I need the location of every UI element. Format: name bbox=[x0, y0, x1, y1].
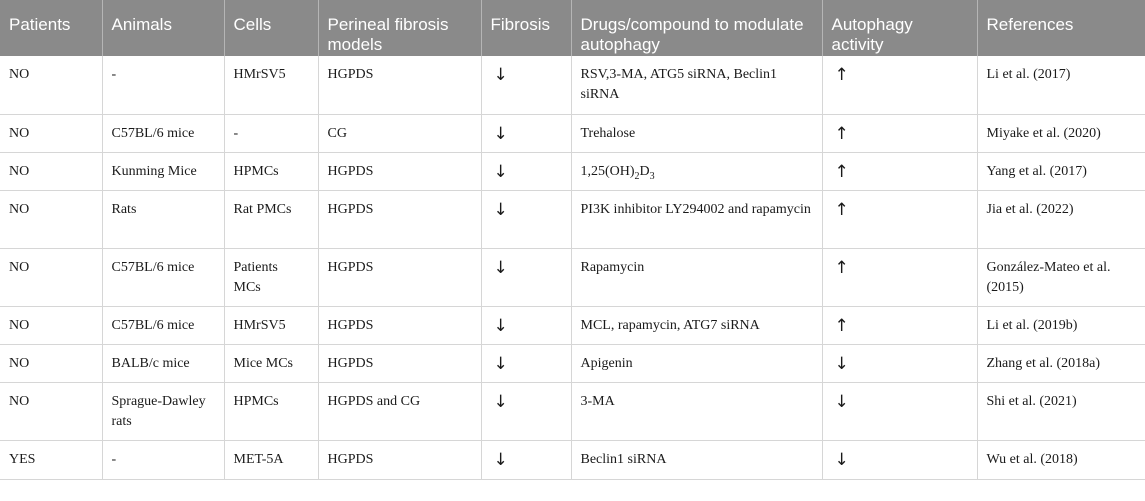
cell-reference: González-Mateo et al. (2015) bbox=[977, 248, 1145, 306]
autophagy-arrow-icon: ↓ bbox=[822, 382, 977, 440]
cell-patients: NO bbox=[0, 152, 102, 190]
cell-patients: NO bbox=[0, 56, 102, 114]
table-row bbox=[0, 248, 1145, 306]
column-header-drugs: Drugs/compound to modulate autophagy bbox=[571, 0, 822, 56]
cell-model: HGPDS and CG bbox=[318, 382, 481, 440]
cell-patients: NO bbox=[0, 190, 102, 248]
column-header-fibrosis: Fibrosis bbox=[481, 0, 571, 56]
cell-drug bbox=[571, 152, 822, 190]
cell-model: HGPDS bbox=[318, 306, 481, 344]
autophagy-arrow-icon: ↑ bbox=[822, 248, 977, 306]
fibrosis-arrow-icon: ↓ bbox=[481, 382, 571, 440]
cell-cells: Mice MCs bbox=[224, 344, 318, 382]
column-header-animals: Animals bbox=[102, 0, 224, 56]
autophagy-arrow-icon: ↑ bbox=[822, 306, 977, 344]
cell-animals: Kunming Mice bbox=[102, 152, 224, 190]
cell-drug: Beclin1 siRNA bbox=[571, 440, 822, 479]
cell-animals: C57BL/6 mice bbox=[102, 306, 224, 344]
cell-patients: YES bbox=[0, 440, 102, 479]
cell-reference: Wu et al. (2018) bbox=[977, 440, 1145, 479]
cell-reference: Li et al. (2019b) bbox=[977, 306, 1145, 344]
autophagy-arrow-icon: ↑ bbox=[822, 114, 977, 152]
cell-reference: Yang et al. (2017) bbox=[977, 152, 1145, 190]
cell-animals: - bbox=[102, 56, 224, 114]
cell-reference: Li et al. (2017) bbox=[977, 56, 1145, 114]
cell-drug: MCL, rapamycin, ATG7 siRNA bbox=[571, 306, 822, 344]
cell-cells: HPMCs bbox=[224, 382, 318, 440]
cell-cells: MET-5A bbox=[224, 440, 318, 479]
cell-reference: Shi et al. (2021) bbox=[977, 382, 1145, 440]
cell-cells: Patients MCs bbox=[224, 248, 318, 306]
fibrosis-arrow-icon: ↓ bbox=[481, 248, 571, 306]
table-row bbox=[0, 190, 1145, 248]
cell-animals: - bbox=[102, 440, 224, 479]
column-header-models: Perineal fibrosis models bbox=[318, 0, 481, 56]
column-header-patients: Patients bbox=[0, 0, 102, 56]
column-header-autophagy: Autophagy activity bbox=[822, 0, 977, 56]
autophagy-arrow-icon: ↑ bbox=[822, 56, 977, 114]
column-header-cells: Cells bbox=[224, 0, 318, 56]
cell-cells: - bbox=[224, 114, 318, 152]
fibrosis-arrow-icon: ↓ bbox=[481, 440, 571, 479]
cell-patients: NO bbox=[0, 114, 102, 152]
fibrosis-arrow-icon: ↓ bbox=[481, 56, 571, 114]
table-row bbox=[0, 382, 1145, 440]
autophagy-arrow-icon: ↑ bbox=[822, 190, 977, 248]
fibrosis-arrow-icon: ↓ bbox=[481, 306, 571, 344]
cell-model: CG bbox=[318, 114, 481, 152]
cell-animals: C57BL/6 mice bbox=[102, 114, 224, 152]
cell-drug: 3-MA bbox=[571, 382, 822, 440]
table-row bbox=[0, 114, 1145, 152]
cell-drug: Rapamycin bbox=[571, 248, 822, 306]
table-row bbox=[0, 152, 1145, 190]
cell-cells: HMrSV5 bbox=[224, 56, 318, 114]
cell-drug: Trehalose bbox=[571, 114, 822, 152]
autophagy-arrow-icon: ↓ bbox=[822, 440, 977, 479]
drug-subscript: 3 bbox=[649, 170, 655, 182]
header-row bbox=[0, 0, 1145, 56]
table-row bbox=[0, 56, 1145, 114]
cell-model: HGPDS bbox=[318, 190, 481, 248]
cell-patients: NO bbox=[0, 248, 102, 306]
cell-animals: BALB/c mice bbox=[102, 344, 224, 382]
fibrosis-arrow-icon: ↓ bbox=[481, 152, 571, 190]
drug-text-main: D bbox=[639, 163, 650, 179]
table-row bbox=[0, 440, 1145, 479]
drug-subscript: 2 bbox=[634, 170, 640, 182]
cell-animals: Sprague-Dawley rats bbox=[102, 382, 224, 440]
cell-model: HGPDS bbox=[318, 152, 481, 190]
column-header-references: References bbox=[977, 0, 1145, 56]
cell-model: HGPDS bbox=[318, 248, 481, 306]
cell-model: HGPDS bbox=[318, 344, 481, 382]
fibrosis-arrow-icon: ↓ bbox=[481, 344, 571, 382]
cell-reference: Jia et al. (2022) bbox=[977, 190, 1145, 248]
cell-reference: Zhang et al. (2018a) bbox=[977, 344, 1145, 382]
cell-cells: Rat PMCs bbox=[224, 190, 318, 248]
cell-drug: Apigenin bbox=[571, 344, 822, 382]
cell-animals: C57BL/6 mice bbox=[102, 248, 224, 306]
autophagy-arrow-icon: ↑ bbox=[822, 152, 977, 190]
autophagy-arrow-icon: ↓ bbox=[822, 344, 977, 382]
cell-patients: NO bbox=[0, 344, 102, 382]
cell-patients: NO bbox=[0, 382, 102, 440]
cell-patients: NO bbox=[0, 306, 102, 344]
cell-cells: HPMCs bbox=[224, 152, 318, 190]
cell-model: HGPDS bbox=[318, 440, 481, 479]
fibrosis-arrow-icon: ↓ bbox=[481, 190, 571, 248]
drug-text-main: 1,25(OH) bbox=[580, 163, 635, 179]
cell-drug: RSV,3-MA, ATG5 siRNA, Beclin1 siRNA bbox=[571, 56, 822, 114]
table-row bbox=[0, 306, 1145, 344]
cell-cells: HMrSV5 bbox=[224, 306, 318, 344]
cell-reference: Miyake et al. (2020) bbox=[977, 114, 1145, 152]
table-row bbox=[0, 344, 1145, 382]
cell-model: HGPDS bbox=[318, 56, 481, 114]
cell-animals: Rats bbox=[102, 190, 224, 248]
cell-drug: PI3K inhibitor LY294002 and rapamycin bbox=[571, 190, 822, 248]
fibrosis-arrow-icon: ↓ bbox=[481, 114, 571, 152]
